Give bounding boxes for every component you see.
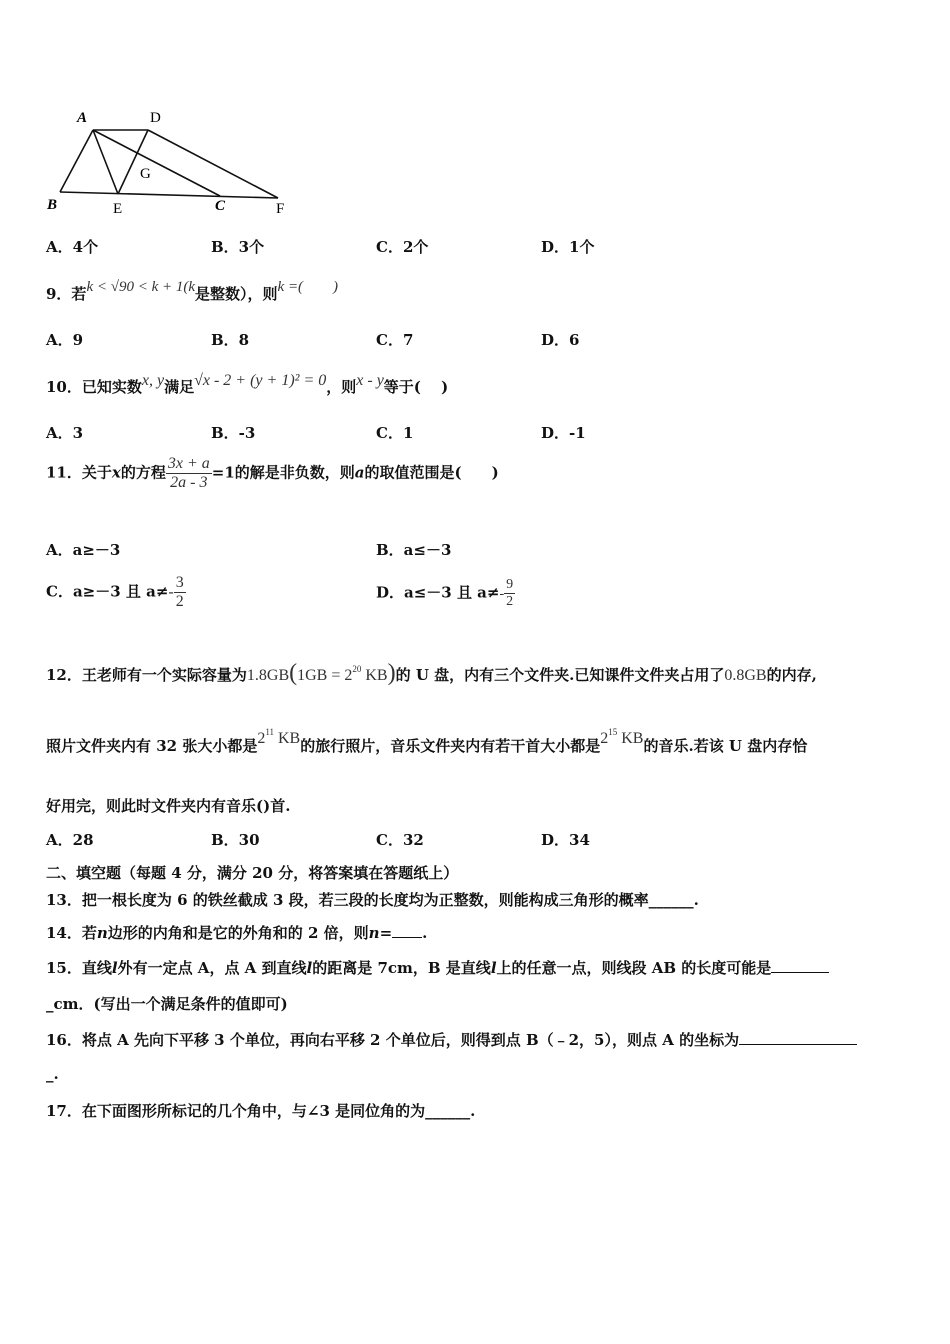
q11-option-c-numerator: 3: [175, 574, 184, 591]
q12-text-3: 的内存,: [766, 666, 817, 684]
q14-var-n: n: [96, 924, 108, 942]
q11-stem: [46, 455, 499, 492]
q9-stem: [46, 279, 339, 304]
q15-var-l3: l: [490, 959, 497, 977]
q15-var-l2: l: [306, 959, 313, 977]
q11-equals: =1: [211, 463, 235, 482]
q11-option-c-text: C．a≥－3 且 a≠: [46, 582, 169, 601]
q11-option-b: B．a≤－3: [376, 541, 452, 559]
q14-text-2: 边形的内角和是它的外角和的 2 倍，则: [107, 924, 369, 942]
q11-tail1: 的解是非负数，则: [234, 463, 355, 482]
q14-text-1: 14．若: [46, 924, 97, 942]
q9-ask: k =( ): [277, 279, 339, 295]
q10-mid: 满足: [164, 378, 195, 396]
label-D: D: [150, 110, 161, 126]
q12-base-2-b: 2: [600, 730, 609, 747]
q8-option-d: D．1个: [541, 238, 595, 256]
q16-line2: _.: [46, 1065, 59, 1083]
q12-line2: [46, 727, 808, 756]
segment-AC: [93, 130, 220, 196]
q10-tail: 等于( ): [383, 378, 449, 396]
q11-option-d-fraction: [504, 577, 515, 610]
section-heading: 二、填空题（每题 4 分，满分 20 分，将答案填在答题纸上）: [46, 864, 459, 882]
q9-prefix: 9．若: [46, 285, 87, 303]
q14-period: .: [422, 924, 428, 942]
q12-text-5: 的旅行照片，音乐文件夹内有若干首大小都是: [300, 737, 601, 755]
q11-option-c-denominator: 2: [175, 593, 184, 610]
q16-text: 16．将点 A 先向下平移 3 个单位，再向右平移 2 个单位后，则得到点 B（﹣2，5），则点 A 的坐标为: [46, 1031, 740, 1049]
q11-fraction-denominator: 2a - 3: [170, 474, 208, 491]
q11-option-c-fraction: [174, 574, 186, 611]
q14-stem: [46, 922, 427, 943]
q12-paren-close: ): [387, 660, 396, 686]
q10-option-b: B．-3: [211, 424, 256, 442]
q12-text-4: 照片文件夹内有 32 张大小都是: [46, 737, 258, 755]
q17-stem: 17．在下面图形所标记的几个角中，与∠3 是同位角的为______.: [46, 1102, 476, 1120]
q11-option-d-denominator: 2: [506, 594, 514, 609]
q12-exponent-11: 11: [265, 727, 274, 737]
q12-line3: 好用完，则此时文件夹内有音乐()首.: [46, 797, 291, 815]
segment-AE: [93, 130, 118, 194]
q12-exponent-15: 15: [608, 727, 618, 737]
q12-base-2-a: 2: [257, 730, 266, 747]
q11-option-d: D．a≤－3 且 a≠- $\frac{9}{2}$: [376, 577, 514, 609]
segment-DE: [118, 130, 148, 194]
q10-option-d: D．-1: [541, 424, 586, 442]
q12-paren-open: (: [289, 660, 298, 686]
q9-condition: k < √90 < k + 1(k: [86, 279, 196, 295]
q12-exponent-20: 20: [352, 664, 362, 674]
q11-option-c: C．a≥－3 且 a≠- $\frac{3}{2}$: [46, 574, 184, 610]
q10-equation: √x - 2 + (y + 1)² = 0: [194, 372, 327, 389]
q11-option-d-numerator: 9: [506, 577, 514, 592]
q12-line1: [46, 660, 817, 687]
segment-BF: [60, 192, 278, 198]
q11-var-a: a: [354, 463, 365, 482]
label-F: F: [276, 201, 285, 217]
q11-prefix: 11．关于: [46, 463, 112, 482]
q9-option-c: C．7: [376, 331, 414, 349]
q10-expression: x - y: [356, 372, 384, 389]
q12-text-6: 的音乐.若该 U 盘内存恰: [643, 737, 808, 755]
q12-text-2: 的 U 盘，内有三个文件夹.已知课件文件夹占用了: [395, 666, 725, 684]
q15-line2: _cm．(写出一个满足条件的值即可): [46, 995, 288, 1013]
q13-stem: 13．把一根长度为 6 的铁丝截成 3 段，若三段的长度均为正整数，则能构成三角形的概率______.: [46, 891, 699, 909]
q8-option-c: C．2个: [376, 238, 429, 256]
q11-option-a: A．a≥－3: [46, 541, 121, 559]
label-E: E: [113, 201, 123, 217]
q10-vars: x, y: [141, 372, 165, 389]
q9-option-d: D．6: [541, 331, 580, 349]
q15-var-l: l: [111, 959, 118, 977]
q12-used-space: 0.8GB: [724, 667, 767, 684]
q11-mid: 的方程: [120, 463, 166, 482]
q12-option-a: A．28: [46, 831, 94, 849]
q11-var-x: x: [111, 463, 121, 482]
q12-capacity: 1.8GB: [246, 667, 290, 684]
q12-gb-definition: 1GB = 2: [297, 667, 353, 684]
q15-text-4: 上的任意一点，则线段 AB 的长度可能是: [496, 959, 772, 977]
q12-text-1: 12．王老师有一个实际容量为: [46, 666, 247, 684]
q11-fraction-numerator: 3x + a: [167, 455, 210, 472]
q10-option-c: C．1: [376, 424, 414, 442]
q15-text-3: 的距离是 7cm，B 是直线: [312, 959, 491, 977]
q9-middle: 是整数），则: [195, 285, 278, 303]
q10-stem: [46, 372, 449, 397]
q8-option-b: B．3个: [211, 238, 265, 256]
q10-then: ，则: [326, 378, 357, 396]
q16-stem: [46, 1029, 857, 1050]
q14-var-n2: n: [368, 924, 380, 942]
label-C: C: [215, 198, 226, 214]
label-B: B: [47, 197, 58, 213]
label-A: A: [77, 110, 88, 126]
q15-stem: [46, 957, 829, 978]
q12-kb-a: KB: [274, 730, 301, 747]
q10-prefix: 10．已知实数: [46, 378, 142, 396]
q9-option-a: A．9: [46, 331, 84, 349]
q9-option-b: B．8: [211, 331, 250, 349]
q11-fraction: [166, 455, 212, 492]
q14-answer-blank[interactable]: [392, 923, 422, 938]
q16-answer-blank[interactable]: [739, 1030, 857, 1045]
q15-text-1: 15．直线: [46, 959, 112, 977]
q8-option-a: A．4个: [46, 238, 99, 256]
label-G: G: [140, 166, 151, 182]
q11-tail2: 的取值范围是( ): [364, 463, 499, 482]
q10-option-a: A．3: [46, 424, 84, 442]
q15-answer-blank[interactable]: [771, 958, 829, 973]
q12-kb-b: KB: [617, 730, 644, 747]
q12-option-d: D．34: [541, 831, 590, 849]
q15-text-2: 外有一定点 A，点 A 到直线: [117, 959, 307, 977]
q12-option-c: C．32: [376, 831, 424, 849]
q14-equals: =: [379, 924, 393, 942]
geometry-figure: [40, 100, 300, 220]
q12-kb-unit: KB: [361, 667, 388, 684]
segment-DF: [148, 130, 278, 198]
q11-option-d-text: D．a≤－3 且 a≠: [376, 583, 500, 602]
q12-option-b: B．30: [211, 831, 260, 849]
segment-AB: [60, 130, 93, 192]
